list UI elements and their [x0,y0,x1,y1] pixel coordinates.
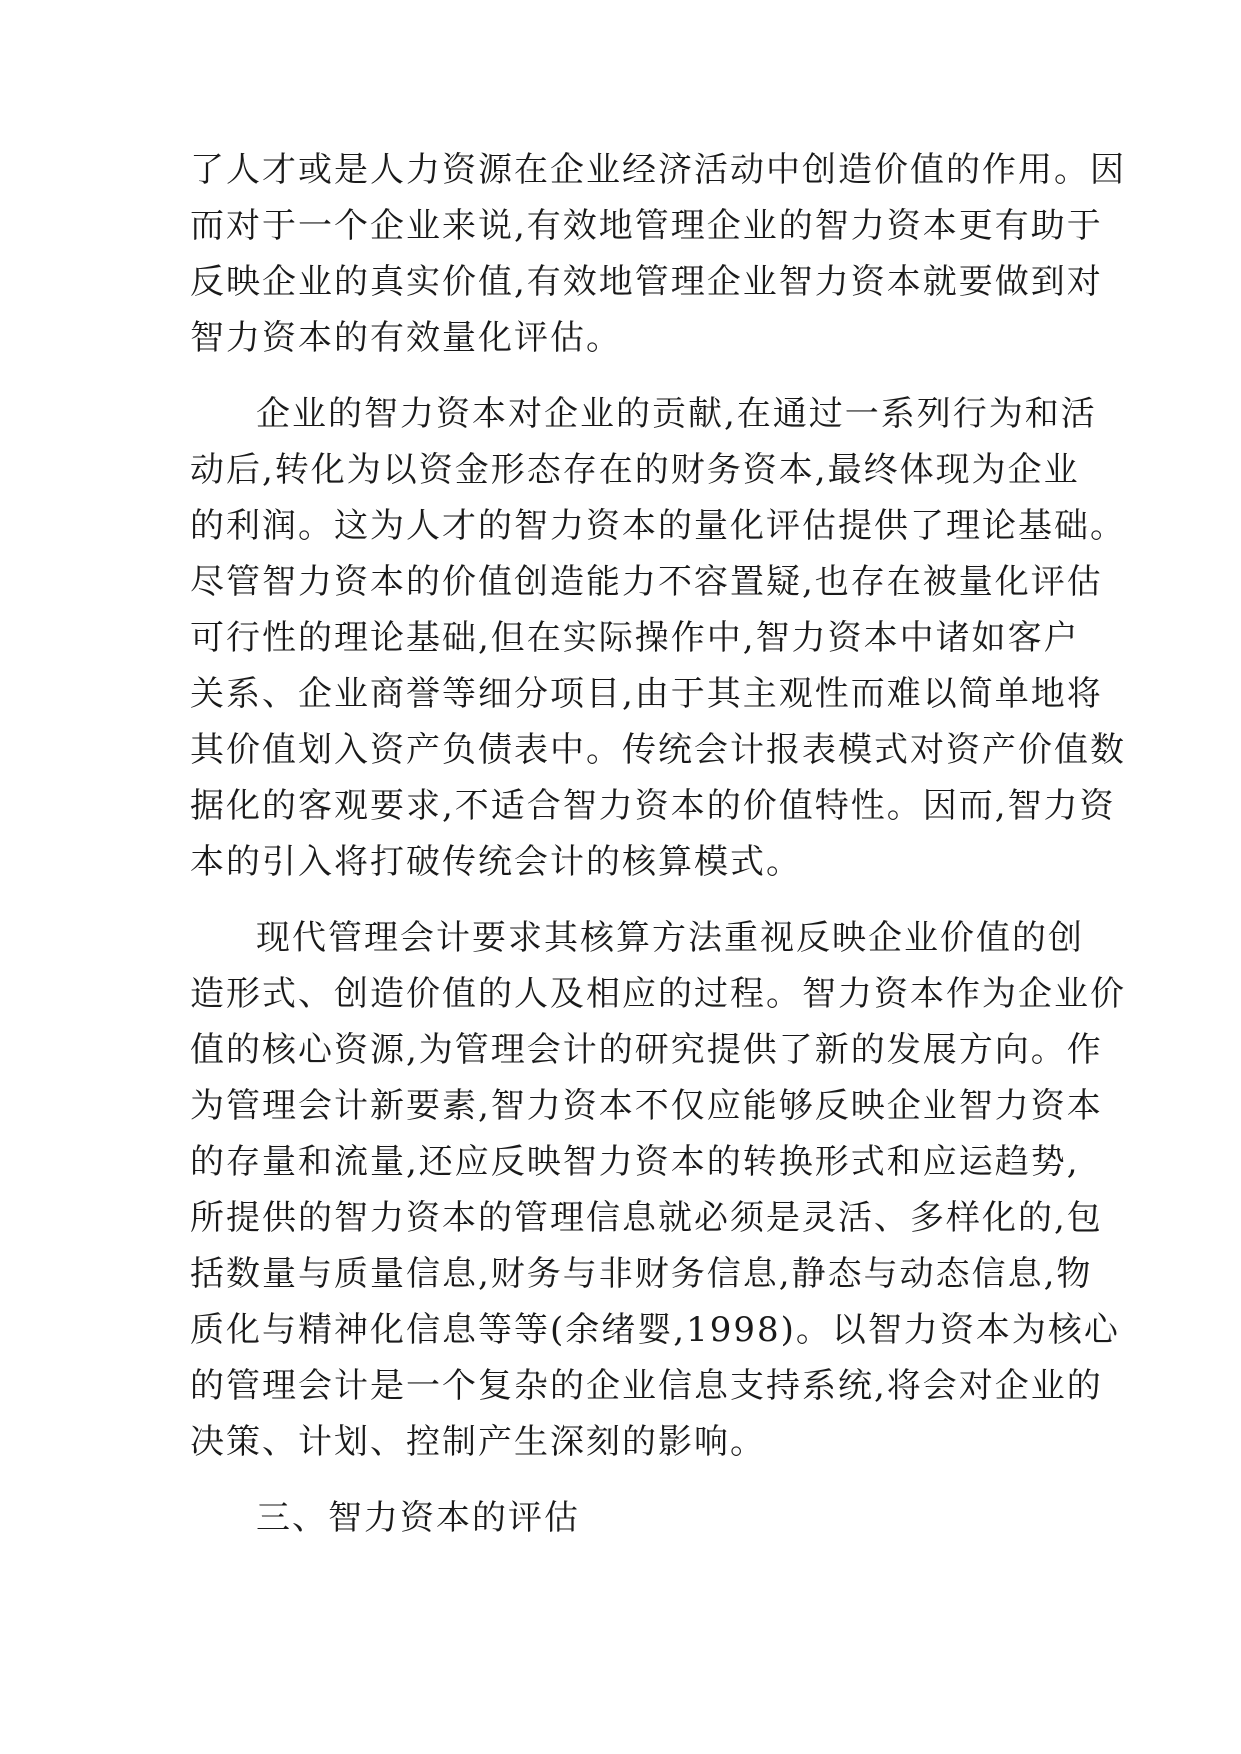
text-line: 质化与精神化信息等等(余绪婴,1998)。以智力资本为核心 [190,1310,1120,1350]
text-line: 反映企业的真实价值,有效地管理企业智力资本就要做到对 [190,262,1103,302]
text-line: 本的引入将打破传统会计的核算模式。 [190,842,802,882]
text-line: 的管理会计是一个复杂的企业信息支持系统,将会对企业的 [190,1366,1103,1406]
text-line: 可行性的理论基础,但在实际操作中,智力资本中诸如客户 [190,618,1080,658]
text-line: 所提供的智力资本的管理信息就必须是灵活、多样化的,包 [190,1198,1103,1238]
text-line: 而对于一个企业来说,有效地管理企业的智力资本更有助于 [190,206,1103,246]
text-line: 尽管智力资本的价值创造能力不容置疑,也存在被量化评估 [190,562,1103,602]
text-line: 了人才或是人力资源在企业经济活动中创造价值的作用。因 [190,150,1126,190]
text-line: 其价值划入资产负债表中。传统会计报表模式对资产价值数 [190,730,1126,770]
text-line: 造形式、创造价值的人及相应的过程。智力资本作为企业价 [190,974,1126,1014]
text-line: 的利润。这为人才的智力资本的量化评估提供了理论基础。 [190,506,1126,546]
text-line: 值的核心资源,为管理会计的研究提供了新的发展方向。作 [190,1030,1103,1070]
text-line: 的存量和流量,还应反映智力资本的转换形式和应运趋势, [190,1142,1080,1182]
text-line: 为管理会计新要素,智力资本不仅应能够反映企业智力资本 [190,1086,1103,1126]
text-line: 动后,转化为以资金形态存在的财务资本,最终体现为企业 [190,450,1080,490]
text-line: 决策、计划、控制产生深刻的影响。 [190,1422,766,1462]
paragraph-first-line: 现代管理会计要求其核算方法重视反映企业价值的创 [256,918,1084,958]
text-line: 关系、企业商誉等细分项目,由于其主观性而难以简单地将 [190,674,1103,714]
text-line: 据化的客观要求,不适合智力资本的价值特性。因而,智力资 [190,786,1116,826]
section-heading: 三、智力资本的评估 [256,1498,580,1538]
paragraph-first-line: 企业的智力资本对企业的贡献,在通过一系列行为和活 [256,394,1097,434]
text-line: 括数量与质量信息,财务与非财务信息,静态与动态信息,物 [190,1254,1093,1294]
text-line: 智力资本的有效量化评估。 [190,318,622,358]
